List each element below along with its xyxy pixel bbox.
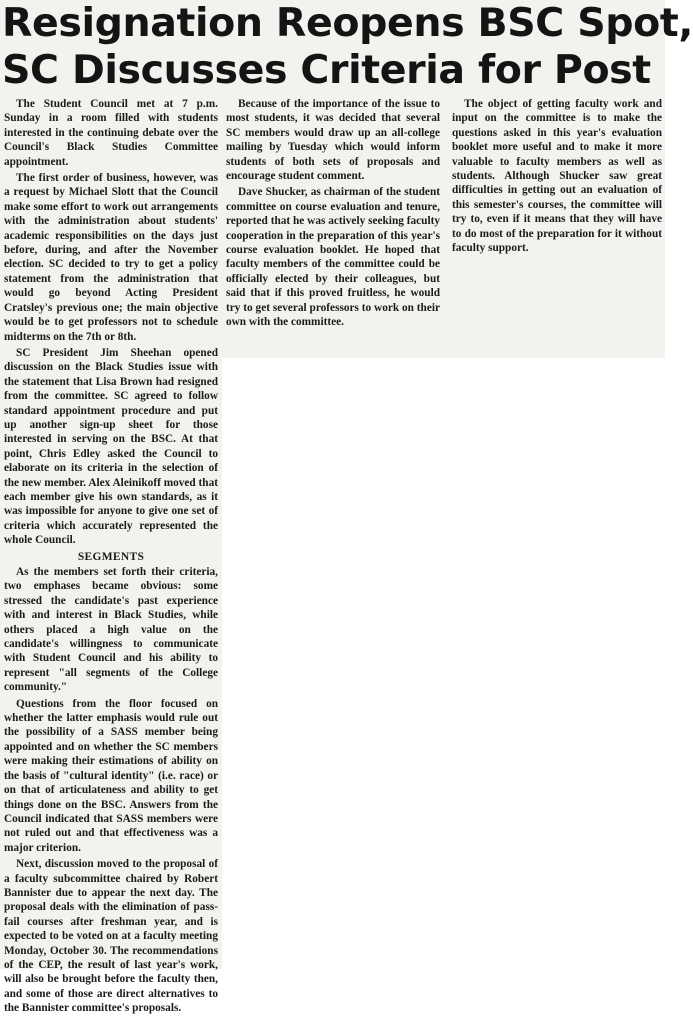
paragraph-9: The object of getting faculty work and input on the committee is to make the questions asked in this year's evaluation booklet more useful and to make it more valuable to faculty members as well as students. Although Shucker saw great difficulties in getting out an evaluation of this semester's courses, the committee will try to, even if it means that they will have to do most of the preparation for it without faculty support.	[452, 98, 662, 255]
subhead-segments: SEGMENTS	[77, 550, 145, 563]
paragraph-6: Next, discussion moved to the proposal of a faculty subcommittee chaired by Robert Bannister due to appear the next day. The proposal deals with the elimination of pass-fail courses after freshman year, and is expected to be voted on at a faculty meeting Monday, October 30. The recommendations of the CEP, the result of last year's work, will also be brought before the faculty then, and some of those are direct alternatives to the Bannister committee's proposals.	[4, 858, 218, 1015]
blank-page-area	[222, 358, 665, 969]
article-column-3	[452, 97, 662, 257]
paragraph-5: Questions from the floor focused on whether the latter emphasis would rule out the possibility of a SASS member being appointed and on whether the SC members were making their estimations of ability on the basis of "cultural identity" (i.e. race) or on that of articulateness and ability to get things done on the BSC. Answers from the Council indicated that SASS members were not ruled out and that effectiveness was a major criterion.	[4, 697, 218, 854]
headline-line-2: SC Discusses Criteria for Post	[2, 47, 651, 93]
paragraph-2: The first order of business, however, was a request by Michael Slott that the Council make some effort to work out arrangements with the administration about students' academic responsibilities on the days just before, during, and after the November election. SC decided to try to get a policy statement from the administration that would go beyond Acting President Cratsley's previous one; the main objective would be to get professors not to schedule midterms on the 7th or 8th.	[4, 172, 218, 343]
article-column-2	[226, 97, 440, 332]
paragraph-4: As the members set forth their criteria, two emphases became obvious: some stressed the candidate's past experience with and interest in Black Studies, while others placed a high value on the candidate's willingness to communicate with Student Council and his ability to represent "all segments of the College community."	[4, 566, 218, 694]
article-column-1	[4, 97, 218, 1018]
paragraph-7: Because of the importance of the issue to most students, it was decided that several SC members would draw up an all-college mailing by Tuesday which would inform students of both sets of proposals and encourage student comment.	[226, 98, 440, 183]
paragraph-8: Dave Shucker, as chairman of the student committee on course evaluation and tenure, reported that he was actively seeking faculty cooperation in the preparation of this year's course evaluation booklet. He hoped that faculty members of the committee could be officially elected by their colleagues, but said that if this proved fruitless, he would try to get several professors to work on their own with the committee.	[226, 186, 440, 329]
paragraph-1: The Student Council met at 7 p.m. Sunday in a room filled with students interested in the continuing debate over the Council's Black Studies Committee appointment.	[4, 98, 218, 168]
paragraph-3: SC President Jim Sheehan opened discussion on the Black Studies issue with the statement that Lisa Brown had resigned from the committee. SC agreed to follow standard appointment procedure and put up another sign-up sheet for those interested in serving on the BSC. At that point, Chris Edley asked the Council to elaborate on its criteria in the selection of the new member. Alex Aleinikoff moved that each member give his own standards, as it was impossible for anyone to give one set of criteria which accurately represented the whole Council.	[4, 346, 218, 547]
headline	[2, 0, 693, 94]
headline-line-1: Resignation Reopens BSC Spot,	[2, 0, 693, 46]
